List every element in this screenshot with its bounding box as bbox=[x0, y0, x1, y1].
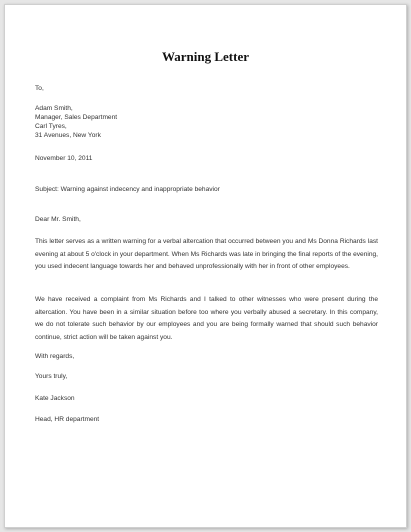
closing-yours: Yours truly, bbox=[35, 373, 68, 380]
signer-name: Kate Jackson bbox=[35, 395, 75, 402]
letter-title: Warning Letter bbox=[161, 49, 249, 64]
letter-subject: Subject: Warning against indecency and inappropriate behavior bbox=[35, 186, 220, 193]
letter-greeting: Dear Mr. Smith, bbox=[35, 216, 81, 223]
recipient-company: Carl Tyres, bbox=[35, 123, 67, 130]
body-paragraph-2: We have received a complaint from Ms Richards and I talked to other witnesses who were present during the altercation. You have been in a similar situation before too where you verbally abused a secretary. In this company, we do not tolerate such behavior by our employees and you are being formally warned that should such behavior continue, strict action will be taken against you. bbox=[35, 296, 378, 341]
body-paragraph-1: This letter serves as a written warning for a verbal altercation that occurred between you and Ms Donna Richards last evening at about 5 o'clock in your department. When Ms Richards was late in bringing the final reports of the evening, you used indecent language towards her and behaved unprofessionally with her in front of other employees. bbox=[35, 238, 378, 270]
letter-date: November 10, 2011 bbox=[35, 155, 93, 162]
recipient-address: 31 Avenues, New York bbox=[35, 132, 101, 139]
signer-title: Head, HR department bbox=[35, 416, 100, 423]
letter-page bbox=[4, 4, 407, 528]
closing-regards: With regards, bbox=[35, 353, 75, 360]
recipient-name: Adam Smith, bbox=[35, 105, 73, 112]
recipient-position: Manager, Sales Department bbox=[35, 114, 118, 121]
to-label: To, bbox=[35, 85, 44, 92]
